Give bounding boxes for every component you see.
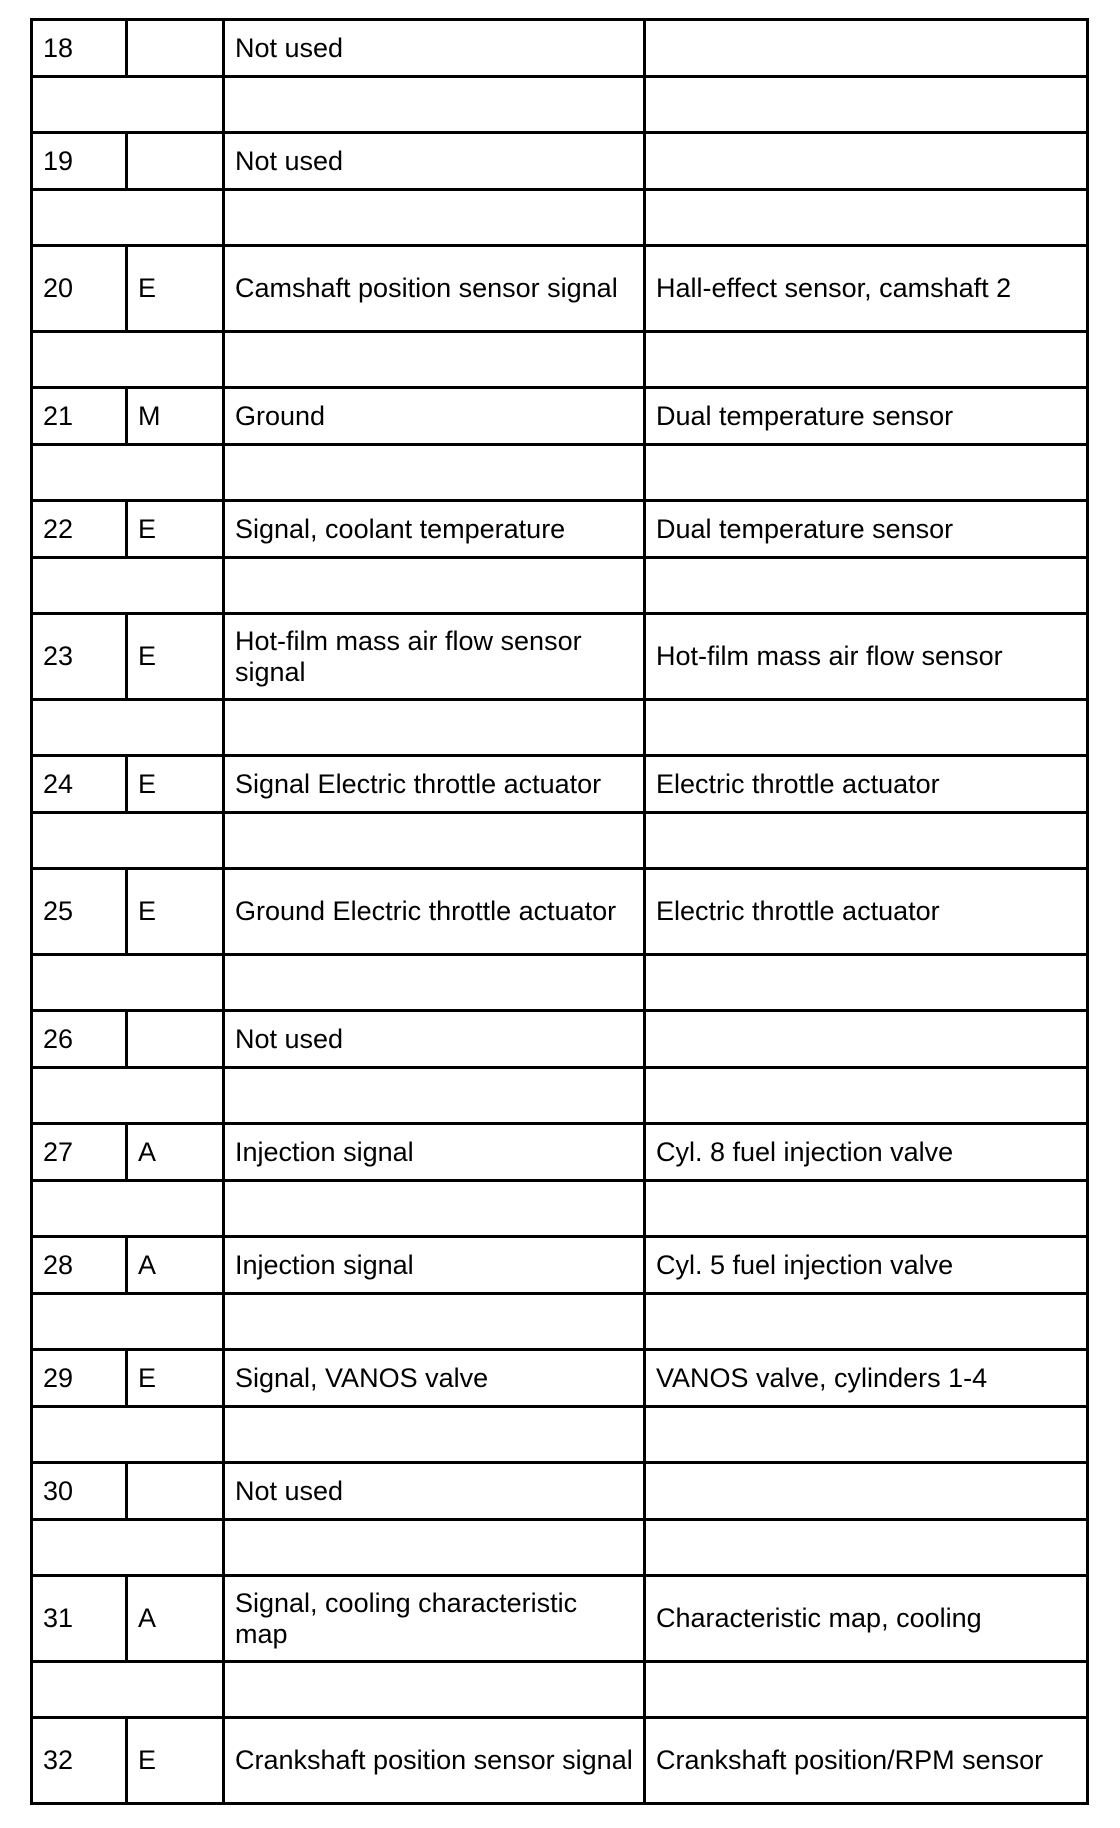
pin-number-cell: 18 bbox=[32, 20, 127, 77]
spacer-cell bbox=[224, 700, 645, 756]
component-cell: Characteristic map, cooling bbox=[645, 1576, 1088, 1662]
table-row bbox=[32, 1124, 1088, 1181]
spacer-cell bbox=[224, 190, 645, 246]
table-row bbox=[32, 1463, 1088, 1520]
component-cell bbox=[645, 1463, 1088, 1520]
spacer-cell bbox=[224, 1181, 645, 1237]
table-row bbox=[32, 614, 1088, 700]
spacer-cell bbox=[645, 1068, 1088, 1124]
spacer-cell bbox=[645, 813, 1088, 869]
spacer-cell bbox=[645, 1294, 1088, 1350]
signal-type-cell: E bbox=[127, 1718, 224, 1804]
signal-type-cell: M bbox=[127, 388, 224, 445]
spacer-cell bbox=[645, 1181, 1088, 1237]
signal-type-cell bbox=[127, 133, 224, 190]
component-cell: Electric throttle actuator bbox=[645, 869, 1088, 955]
spacer-row bbox=[32, 190, 1088, 246]
table-row bbox=[32, 133, 1088, 190]
function-cell: Crankshaft position sensor signal bbox=[224, 1718, 645, 1804]
component-cell: Hall-effect sensor, camshaft 2 bbox=[645, 246, 1088, 332]
pin-number-cell: 30 bbox=[32, 1463, 127, 1520]
spacer-row bbox=[32, 1662, 1088, 1718]
spacer-cell bbox=[32, 332, 224, 388]
signal-type-cell: E bbox=[127, 1350, 224, 1407]
signal-type-cell: E bbox=[127, 246, 224, 332]
spacer-row bbox=[32, 77, 1088, 133]
pin-number-cell: 26 bbox=[32, 1011, 127, 1068]
component-cell: Hot-film mass air flow sensor bbox=[645, 614, 1088, 700]
signal-type-cell: E bbox=[127, 756, 224, 813]
spacer-row bbox=[32, 813, 1088, 869]
spacer-row bbox=[32, 700, 1088, 756]
spacer-cell bbox=[32, 77, 224, 133]
component-cell: Crankshaft position/RPM sensor bbox=[645, 1718, 1088, 1804]
spacer-row bbox=[32, 1068, 1088, 1124]
spacer-cell bbox=[224, 558, 645, 614]
spacer-cell bbox=[32, 1294, 224, 1350]
function-cell: Signal, coolant temperature bbox=[224, 501, 645, 558]
spacer-cell bbox=[645, 1407, 1088, 1463]
spacer-cell bbox=[645, 1662, 1088, 1718]
signal-type-cell bbox=[127, 1463, 224, 1520]
pin-number-cell: 27 bbox=[32, 1124, 127, 1181]
spacer-cell bbox=[32, 558, 224, 614]
spacer-row bbox=[32, 1181, 1088, 1237]
signal-type-cell: E bbox=[127, 614, 224, 700]
spacer-cell bbox=[224, 813, 645, 869]
component-cell: Cyl. 5 fuel injection valve bbox=[645, 1237, 1088, 1294]
pin-number-cell: 20 bbox=[32, 246, 127, 332]
function-cell: Ground bbox=[224, 388, 645, 445]
spacer-cell bbox=[32, 1181, 224, 1237]
spacer-row bbox=[32, 445, 1088, 501]
spacer-cell bbox=[224, 1068, 645, 1124]
pin-number-cell: 24 bbox=[32, 756, 127, 813]
function-cell: Hot-film mass air flow sensor signal bbox=[224, 614, 645, 700]
spacer-cell bbox=[645, 700, 1088, 756]
function-cell: Injection signal bbox=[224, 1124, 645, 1181]
pin-number-cell: 31 bbox=[32, 1576, 127, 1662]
spacer-cell bbox=[224, 1294, 645, 1350]
spacer-cell bbox=[645, 1520, 1088, 1576]
spacer-row bbox=[32, 1294, 1088, 1350]
spacer-row bbox=[32, 332, 1088, 388]
spacer-cell bbox=[32, 190, 224, 246]
spacer-cell bbox=[224, 77, 645, 133]
table-row bbox=[32, 1576, 1088, 1662]
signal-type-cell bbox=[127, 1011, 224, 1068]
pin-number-cell: 23 bbox=[32, 614, 127, 700]
function-cell: Signal, cooling characteristic map bbox=[224, 1576, 645, 1662]
function-cell: Not used bbox=[224, 133, 645, 190]
table-row bbox=[32, 20, 1088, 77]
spacer-cell bbox=[32, 700, 224, 756]
function-cell: Not used bbox=[224, 1463, 645, 1520]
spacer-cell bbox=[224, 1520, 645, 1576]
spacer-cell bbox=[224, 1662, 645, 1718]
spacer-row bbox=[32, 558, 1088, 614]
signal-type-cell: A bbox=[127, 1237, 224, 1294]
spacer-cell bbox=[645, 445, 1088, 501]
table-row bbox=[32, 1237, 1088, 1294]
spacer-cell bbox=[32, 1407, 224, 1463]
spacer-cell bbox=[32, 1520, 224, 1576]
spacer-cell bbox=[645, 190, 1088, 246]
component-cell: VANOS valve, cylinders 1-4 bbox=[645, 1350, 1088, 1407]
spacer-row bbox=[32, 1520, 1088, 1576]
component-cell: Cyl. 8 fuel injection valve bbox=[645, 1124, 1088, 1181]
spacer-cell bbox=[32, 813, 224, 869]
spacer-cell bbox=[32, 1662, 224, 1718]
spacer-cell bbox=[32, 1068, 224, 1124]
function-cell: Not used bbox=[224, 20, 645, 77]
spacer-cell bbox=[645, 558, 1088, 614]
spacer-cell bbox=[224, 955, 645, 1011]
signal-type-cell: A bbox=[127, 1576, 224, 1662]
spacer-cell bbox=[645, 332, 1088, 388]
function-cell: Injection signal bbox=[224, 1237, 645, 1294]
pin-table-body bbox=[32, 20, 1088, 1804]
signal-type-cell: A bbox=[127, 1124, 224, 1181]
component-cell: Dual temperature sensor bbox=[645, 388, 1088, 445]
table-row bbox=[32, 388, 1088, 445]
function-cell: Camshaft position sensor signal bbox=[224, 246, 645, 332]
spacer-cell bbox=[645, 955, 1088, 1011]
signal-type-cell: E bbox=[127, 869, 224, 955]
component-cell: Dual temperature sensor bbox=[645, 501, 1088, 558]
spacer-cell bbox=[224, 332, 645, 388]
component-cell: Electric throttle actuator bbox=[645, 756, 1088, 813]
pin-number-cell: 22 bbox=[32, 501, 127, 558]
function-cell: Signal Electric throttle actuator bbox=[224, 756, 645, 813]
signal-type-cell bbox=[127, 20, 224, 77]
function-cell: Signal, VANOS valve bbox=[224, 1350, 645, 1407]
pin-number-cell: 19 bbox=[32, 133, 127, 190]
table-row bbox=[32, 1011, 1088, 1068]
table-row bbox=[32, 869, 1088, 955]
spacer-cell bbox=[645, 77, 1088, 133]
table-row bbox=[32, 246, 1088, 332]
spacer-cell bbox=[224, 1407, 645, 1463]
function-cell: Not used bbox=[224, 1011, 645, 1068]
component-cell bbox=[645, 20, 1088, 77]
spacer-cell bbox=[224, 445, 645, 501]
function-cell: Ground Electric throttle actuator bbox=[224, 869, 645, 955]
component-cell bbox=[645, 133, 1088, 190]
table-row bbox=[32, 1718, 1088, 1804]
pin-assignment-table bbox=[30, 18, 1089, 1805]
spacer-cell bbox=[32, 955, 224, 1011]
pin-number-cell: 32 bbox=[32, 1718, 127, 1804]
spacer-row bbox=[32, 1407, 1088, 1463]
pin-number-cell: 21 bbox=[32, 388, 127, 445]
pin-number-cell: 29 bbox=[32, 1350, 127, 1407]
pin-number-cell: 28 bbox=[32, 1237, 127, 1294]
signal-type-cell: E bbox=[127, 501, 224, 558]
table-row bbox=[32, 501, 1088, 558]
pin-number-cell: 25 bbox=[32, 869, 127, 955]
table-row bbox=[32, 1350, 1088, 1407]
spacer-cell bbox=[32, 445, 224, 501]
component-cell bbox=[645, 1011, 1088, 1068]
table-row bbox=[32, 756, 1088, 813]
spacer-row bbox=[32, 955, 1088, 1011]
